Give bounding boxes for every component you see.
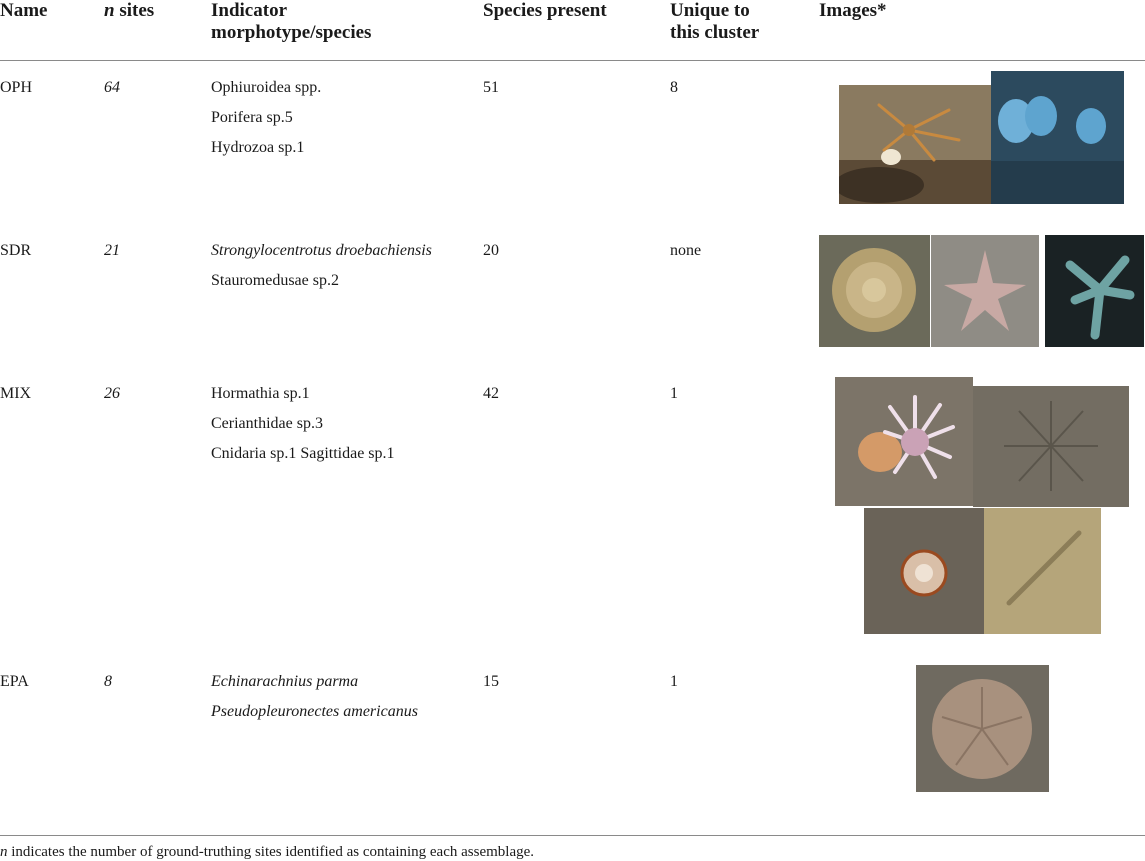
indicator-item: Cerianthidae sp.3 — [211, 415, 323, 432]
row-mix-species-present: 42 — [483, 385, 499, 402]
header-indicator-line1: Indicator — [211, 0, 287, 21]
row-oph-name: OPH — [0, 79, 33, 96]
row-mix-n-sites: 26 — [104, 385, 120, 402]
header-images: Images* — [819, 0, 887, 21]
header-sites-word: sites — [119, 0, 155, 21]
indicator-item: Cnidaria sp.1 Sagittidae sp.1 — [211, 445, 395, 462]
indicator-item: Porifera sp.5 — [211, 109, 293, 126]
row-sdr-n-sites: 21 — [104, 242, 120, 259]
sea-star-photo — [931, 235, 1039, 347]
header-rule — [0, 60, 1145, 61]
header-n-italic: n — [104, 0, 115, 21]
indicator-item: Stauromedusae sp.2 — [211, 272, 339, 289]
header-indicator — [211, 0, 371, 44]
indicator-item: Hormathia sp.1 — [211, 385, 310, 402]
indicator-item: Strongylocentrotus droebachiensis — [211, 242, 432, 259]
row-oph-indicators — [211, 73, 321, 163]
row-sdr-name: SDR — [0, 242, 32, 259]
header-unique-line2: this cluster — [670, 22, 760, 43]
row-oph-unique: 8 — [670, 79, 678, 96]
indicator-item: Pseudopleuronectes americanus — [211, 703, 418, 720]
indicator-item: Ophiuroidea spp. — [211, 79, 322, 96]
header-unique — [670, 0, 759, 44]
row-epa-indicators — [211, 667, 418, 727]
stauromedusa-photo — [1045, 235, 1144, 347]
header-n-sites — [104, 0, 154, 22]
indicator-item: Echinarachnius parma — [211, 673, 359, 690]
header-species-present: Species present — [483, 0, 607, 21]
cerianthid-photo — [973, 386, 1129, 507]
arrow-worm-photo — [984, 508, 1101, 634]
footer-rule — [0, 835, 1145, 836]
header-indicator-line2: morphotype/species — [211, 22, 372, 43]
header-name: Name — [0, 0, 48, 21]
footnote — [0, 843, 534, 861]
row-sdr-species-present: 20 — [483, 242, 499, 259]
sand-dollar-photo — [916, 665, 1049, 792]
row-mix-unique: 1 — [670, 385, 678, 402]
anemone-photo — [835, 377, 973, 506]
brittle-star-photo — [839, 85, 991, 204]
footnote-n: n — [0, 844, 8, 860]
sponge-photo — [991, 71, 1124, 204]
row-oph-n-sites: 64 — [104, 79, 120, 96]
row-oph-species-present: 51 — [483, 79, 499, 96]
row-sdr-indicators — [211, 236, 432, 296]
row-epa-unique: 1 — [670, 673, 678, 690]
sea-urchin-photo — [819, 235, 930, 347]
row-epa-species-present: 15 — [483, 673, 499, 690]
row-epa-name: EPA — [0, 673, 29, 690]
footnote-text: indicates the number of ground-truthing sites identified as containing each assemblage. — [7, 844, 535, 860]
row-epa-n-sites: 8 — [104, 673, 112, 690]
row-sdr-unique: none — [670, 242, 702, 259]
header-unique-line1: Unique to — [670, 0, 750, 21]
row-mix-indicators — [211, 379, 395, 469]
row-mix-name: MIX — [0, 385, 32, 402]
cnidarian-medusa-photo — [864, 508, 984, 634]
indicator-item: Hydrozoa sp.1 — [211, 139, 305, 156]
